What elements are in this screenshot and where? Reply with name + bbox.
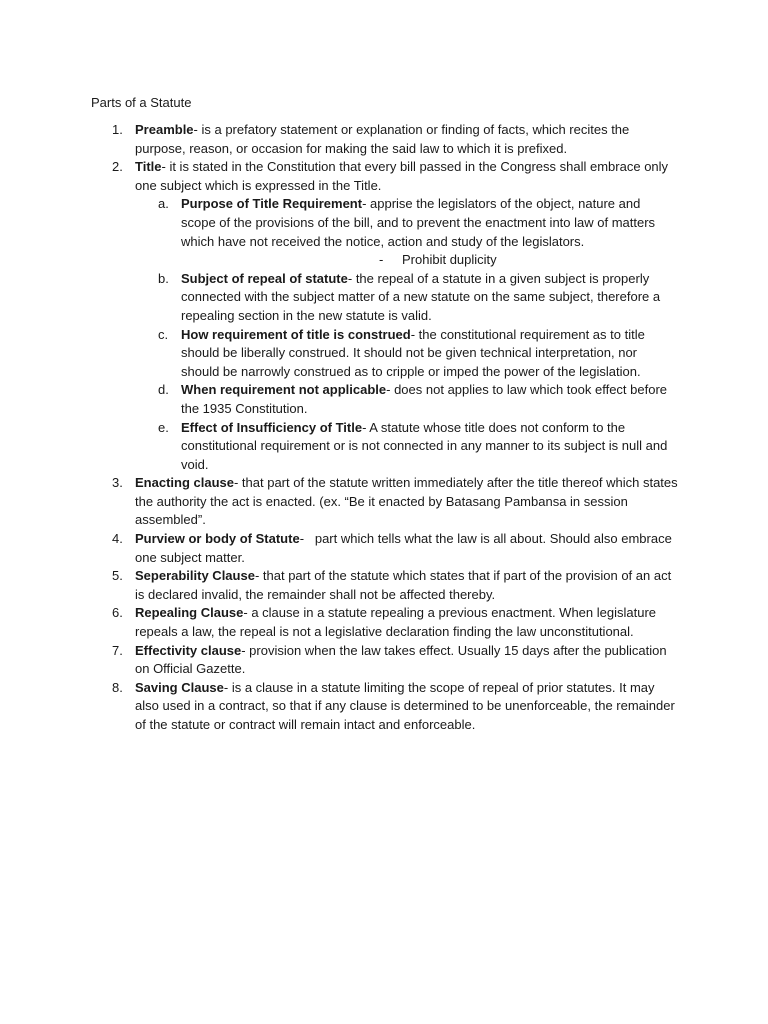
list-item-enacting-clause — [0, 474, 680, 530]
item-text: - a clause in a statute repealing a previous enactment. When legislature repeals a law, the repeal is not a legislative declaration finding the law unconstitutional. — [135, 605, 656, 640]
list-item-preamble — [0, 121, 680, 158]
document-title: Parts of a Statute — [91, 95, 192, 110]
subitem-text: - the repeal of a statute in a given subject is properly connected with the subject matter of a new statute on the same subject, therefore a repealing section in the new statute is valid. — [181, 270, 661, 323]
item-number: 3. — [112, 475, 123, 491]
subitem-text: - the constitutional requirement as to title should be liberally construed. It should not be given technical interpretation, nor should be narrowly construed as to cripple or imped the power of the legislation. — [181, 326, 645, 379]
item-number: 2. — [112, 159, 123, 175]
subitem-letter: b. — [158, 270, 169, 286]
item-number: 8. — [112, 679, 123, 695]
subitem-not-applicable — [135, 381, 676, 418]
subitem-text: - A statute whose title does not conform to the constitutional requirement or is not connected in any manner to its subject is null and void. — [181, 419, 668, 472]
item-term: Effectivity clause — [135, 642, 242, 658]
item-number: 1. — [112, 122, 123, 137]
subitem-term: When requirement not applicable — [181, 382, 387, 398]
subitem-text: - does not applies to law which took effect before the 1935 Constitution. — [181, 382, 668, 416]
item-text: - is a prefatory statement or explanation or finding of facts, which recites the purpose, reason, or occasion for making the said law to which it is prefixed. — [135, 122, 630, 156]
dash-bullet-icon: - — [379, 252, 384, 268]
subitem-letter: a. — [158, 196, 169, 212]
list-item-repealing-clause — [0, 604, 680, 641]
list-item-saving-clause — [0, 679, 680, 735]
item-text: - it is stated in the Constitution that every bill passed in the Congress shall embrace only one subject which is expressed in the Title. — [135, 159, 669, 193]
item-term: Saving Clause — [135, 679, 224, 695]
item-term: Seperability Clause — [135, 568, 255, 584]
subitem-letter: e. — [158, 419, 169, 435]
item-number: 7. — [112, 642, 123, 658]
subitem-insufficiency — [135, 419, 676, 475]
subitem-term: Subject of repeal of statute — [181, 270, 348, 286]
item-number: 4. — [112, 531, 123, 547]
item-number: 6. — [112, 605, 123, 621]
item-text: - that part of the statute written immediately after the title thereof which states the authority the act is enacted. (ex. “Be it enacted by Batasang Pambansa in session assembled”. — [135, 475, 678, 528]
list-item-title — [0, 158, 680, 474]
item-text: - provision when the law takes effect. Usually 15 days after the publication on Official Gazette. — [135, 642, 667, 677]
subitem-title-construed — [135, 326, 676, 382]
list-item-effectivity-clause — [0, 642, 680, 679]
dash-bullet-item — [181, 251, 676, 270]
item-term: Purview or body of Statute — [135, 531, 300, 547]
subitem-purpose-of-title — [135, 195, 676, 269]
item-text: - part which tells what the law is all about. Should also embrace one subject matter. — [135, 531, 676, 565]
item-term: Repealing Clause — [135, 605, 244, 621]
bullet-text: Prohibit duplicity — [402, 252, 497, 268]
subitem-term: How requirement of title is construed — [181, 326, 411, 342]
item-term: Preamble — [135, 122, 194, 137]
item-number: 5. — [112, 568, 123, 584]
subitem-subject-of-repeal — [135, 270, 676, 326]
item-text: - is a clause in a statute limiting the scope of repeal of prior statutes. It may also used in a contract, so that if any clause is determined to be unenforceable, the remainder of the statute or contract will remain intact and enforceable. — [135, 679, 675, 732]
statute-parts-list — [0, 121, 768, 735]
item-text: - that part of the statute which states that if part of the provision of an act is declared invalid, the remainder shall not be affected thereby. — [135, 568, 672, 602]
subitem-term: Purpose of Title Requirement — [181, 196, 363, 212]
subitem-term: Effect of Insufficiency of Title — [181, 419, 363, 435]
title-subitems-list — [135, 195, 680, 474]
subitem-letter: c. — [158, 326, 169, 342]
list-item-seperability-clause — [0, 567, 680, 604]
subitem-text: - apprise the legislators of the object, nature and scope of the provisions of the bill, and to prevent the enactment into law of matters which have not received the notice, action and study of the legislators. — [181, 196, 656, 249]
item-term: Title — [135, 159, 162, 175]
list-item-purview — [0, 530, 680, 567]
item-term: Enacting clause — [135, 475, 234, 491]
subitem-letter: d. — [158, 382, 169, 398]
